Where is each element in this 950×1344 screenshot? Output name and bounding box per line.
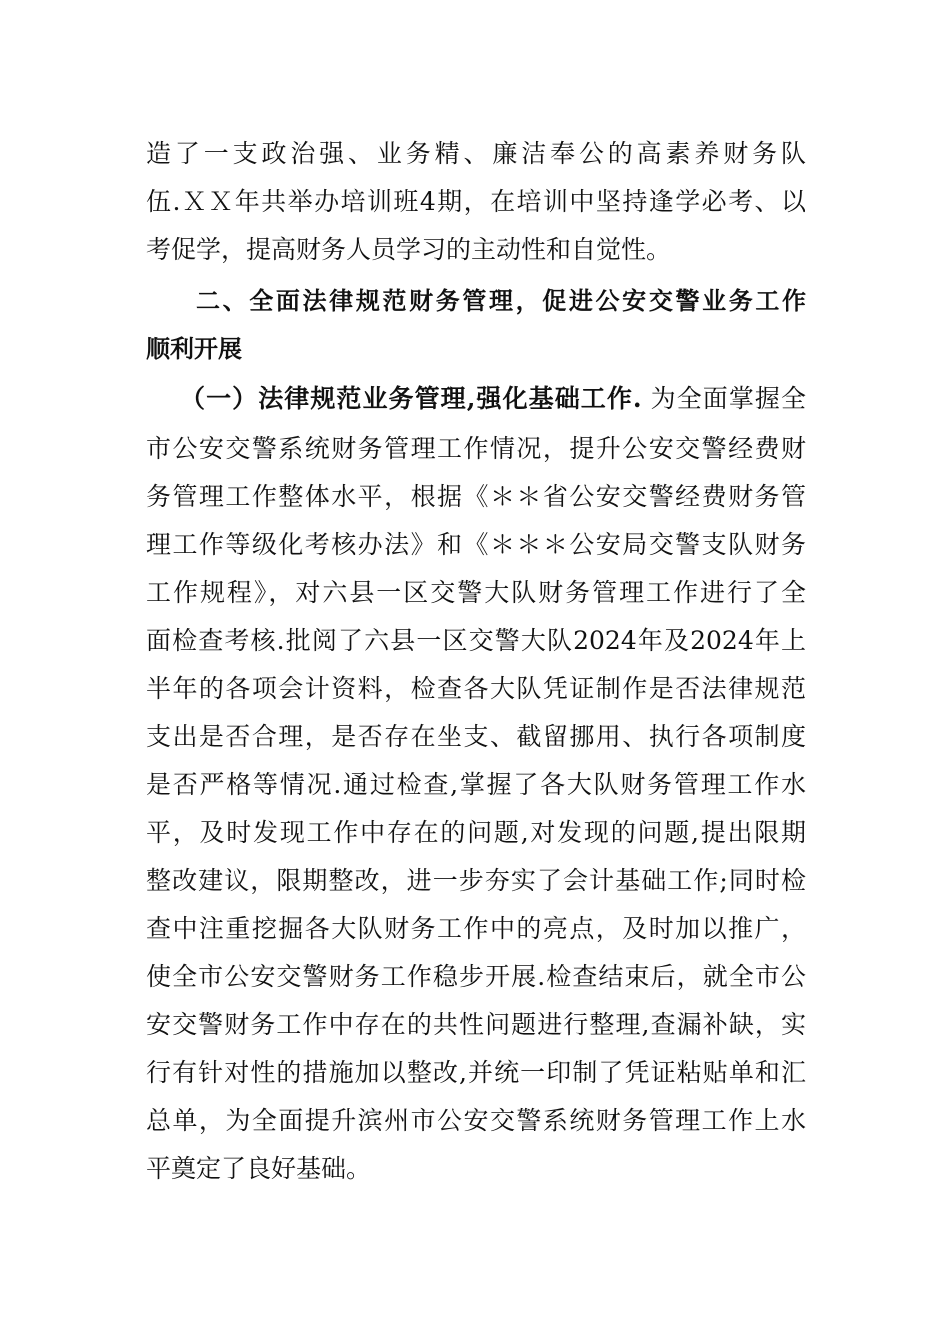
paragraph-line: 总单，为全面提升滨州市公安交警系统财务管理工作上水 [146, 1106, 806, 1135]
paragraph-line: 半年的各项会计资料，检查各大队凭证制作是否法律规范 [146, 674, 806, 703]
paragraph-line: 理工作等级化考核办法》和《＊＊＊公安局交警支队财务 [146, 530, 806, 559]
paragraph-line: 支出是否合理，是否存在坐支、截留挪用、执行各项制度 [146, 722, 806, 751]
paragraph-line: 造了一支政治强、业务精、廉洁奉公的高素养财务队 [146, 139, 806, 168]
paragraph-line: 使全市公安交警财务工作稳步开展.检查结束后，就全市公 [146, 962, 806, 991]
section-heading-continued: 顺利开展 [146, 335, 242, 363]
paragraph-line: 面检查考核.批阅了六县一区交警大队2024年及2024年上 [146, 626, 806, 655]
section-heading: 二、全面法律规范财务管理，促进公安交警业务工作 [196, 287, 806, 315]
paragraph-line: 考促学，提高财务人员学习的主动性和自觉性。 [146, 235, 672, 264]
subsection-first-line-text: 为全面掌握全 [641, 384, 806, 413]
paragraph-line: 是否严格等情况.通过检查,掌握了各大队财务管理工作水 [146, 770, 806, 799]
paragraph-line: 市公安交警系统财务管理工作情况，提升公安交警经费财 [146, 434, 806, 463]
paragraph-line: 平，及时发现工作中存在的问题,对发现的问题,提出限期 [146, 818, 806, 847]
paragraph-line: 伍.ＸＸ年共举办培训班4期，在培训中坚持逢学必考、以 [146, 187, 806, 216]
paragraph-line: 安交警财务工作中存在的共性问题进行整理,查漏补缺，实 [146, 1010, 806, 1039]
paragraph-line: 查中注重挖掘各大队财务工作中的亮点，及时加以推广， [146, 914, 806, 943]
subsection-first-line [180, 379, 806, 419]
paragraph-line: 工作规程》，对六县一区交警大队财务管理工作进行了全 [146, 578, 806, 607]
paragraph-line: 平奠定了良好基础。 [146, 1154, 372, 1183]
subsection-heading: （一）法律规范业务管理,强化基础工作. [180, 384, 642, 413]
paragraph-line: 整改建议，限期整改，进一步夯实了会计基础工作;同时检 [146, 866, 806, 895]
paragraph-line: 务管理工作整体水平，根据《＊＊省公安交警经费财务管 [146, 482, 806, 511]
paragraph-line: 行有针对性的措施加以整改,并统一印制了凭证粘贴单和汇 [146, 1058, 806, 1087]
